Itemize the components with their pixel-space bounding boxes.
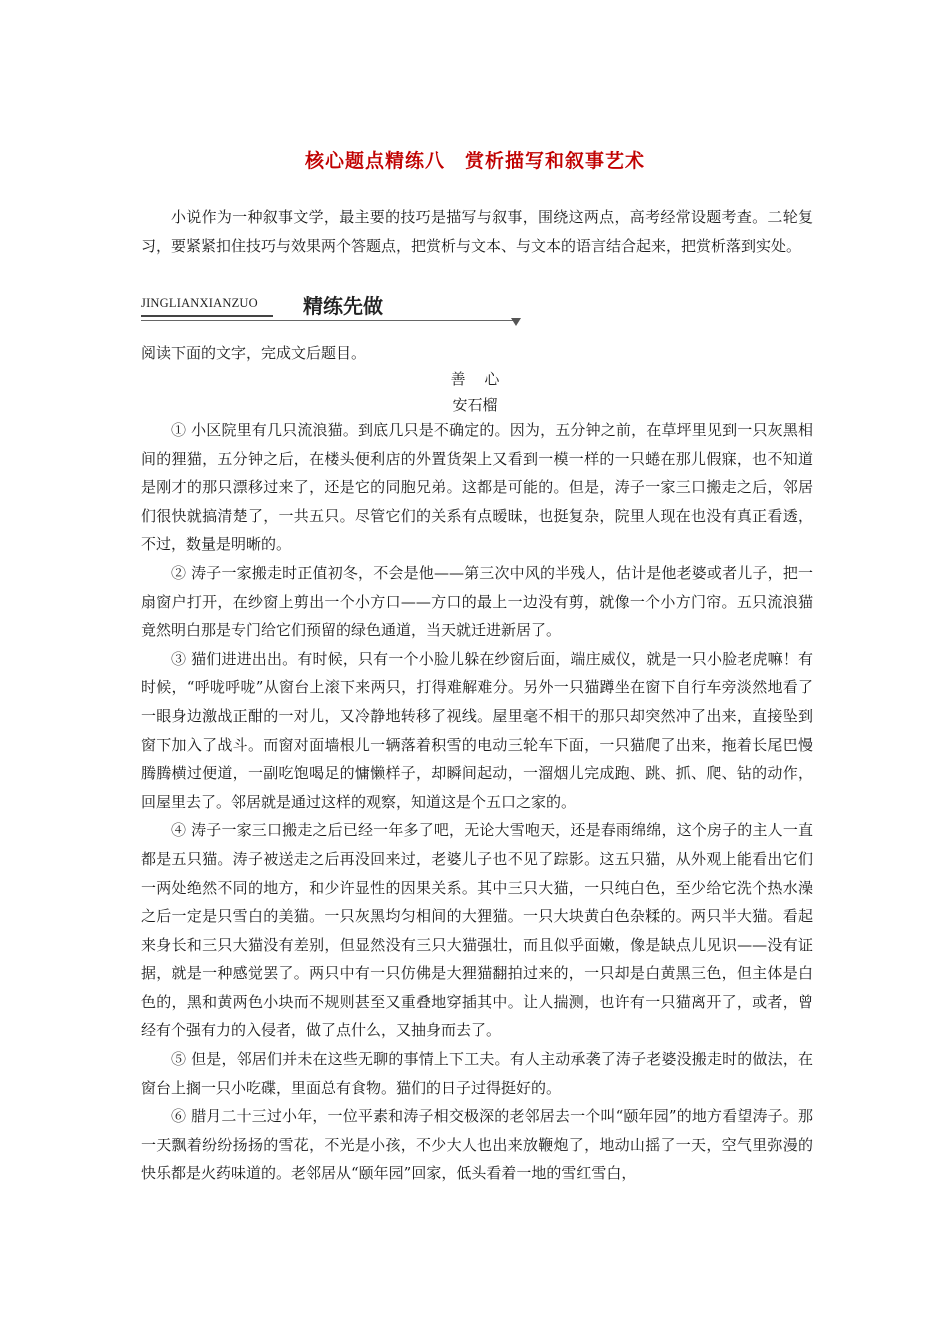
section-header-rule [141,320,517,321]
section-header-title: 精练先做 [303,294,383,318]
section-header-underline [141,315,273,317]
triangle-down-icon [511,318,521,326]
story-author: 安石榴 [452,396,498,414]
story-paragraph-5: ⑤ 但是，邻居们并未在这些无聊的事情上下工夫。有人主动承袭了涛子老婆没搬走时的做法，在窗台上搁一只小吃碟，里面总有食物。猫们的日子过得挺好的。 [141,1050,813,1097]
story-body [141,416,813,1188]
story-paragraph-1: ① 小区院里有几只流浪猫。到底几只是不确定的。因为，五分钟之前，在草坪里见到一只灰黑相间的狸猫，五分钟之后，在楼头便利店的外置货架上又看到一模一样的一只蜷在那儿假寐，也不知道是刚才的那只漂移过来了，还是它的同胞兄弟。这都是可能的。但是，涛子一家三口搬走之后，邻居们很快就搞清楚了，一共五只。尽管它们的关系有点暧昧，也挺复杂，院里人现在也没有真正看透，不过，数量是明晰的。 [141,421,813,554]
story-paragraph-4: ④ 涛子一家三口搬走之后已经一年多了吧，无论大雪咆天，还是春雨绵绵，这个房子的主人一直都是五只猫。涛子被送走之后再没回来过，老婆儿子也不见了踪影。这五只猫，从外观上能看出它们一两处绝然不同的地方，和少许显性的因果关系。其中三只大猫，一只纯白色，至少给它洗个热水澡之后一定是只雪白的美猫。一只灰黑均匀相间的大狸猫。一只大块黄白色杂糅的。两只半大猫。看起来身长和三只大猫没有差别，但显然没有三只大猫强壮，而且似乎面嫩，像是缺点儿见识——没有证据，就是一种感觉罢了。两只中有一只仿佛是大狸猫翻拍过来的，一只却是白黄黑三色，但主体是白色的，黑和黄两色小块而不规则甚至又重叠地穿插其中。让人揣测，也许有一只猫离开了，或者，曾经有个强有力的入侵者，做了点什么，又抽身而去了。 [141,821,813,1040]
story-paragraph-2: ② 涛子一家搬走时正值初冬，不会是他——第三次中风的半残人，估计是他老婆或者儿子，把一扇窗户打开，在纱窗上剪出一个小方口——方口的最上一边没有剪，就像一个小方门帘。五只流浪猫竟然明白那是专门给它们预留的绿色通道，当天就迁进新居了。 [141,563,813,640]
section-header-pinyin: JINGLIANXIANZUO [141,296,258,310]
story-paragraph-3: ③ 猫们进进出出。有时候，只有一个小脸儿躲在纱窗后面，端庄威仪，就是一只小脸老虎嘛！有时候，“呼咙呼咙”从窗台上滚下来两只，打得难解难分。另外一只猫蹲坐在窗下自行车旁淡然地看了一眼身边激战正酣的一对儿，又冷静地转移了视线。屋里毫不相干的那只却突然冲了出来，直接坠到窗下加入了战斗。而窗对面墙根儿一辆落着积雪的电动三轮车下面，一只猫爬了出来，拖着长尾巴慢腾腾横过便道，一副吃饱喝足的慵懒样子，却瞬间起动，一溜烟儿完成跑、跳、抓、爬、钻的动作，回屋里去了。邻居就是通过这样的观察，知道这是个五口之家的。 [141,649,813,811]
reading-instruction: 阅读下面的文字，完成文后题目。 [141,344,367,362]
story-title: 善 心 [450,370,500,388]
page-title: 核心题点精练八 赏析描写和叙事艺术 [304,150,645,172]
intro-section [141,203,813,260]
intro-paragraph: 小说作为一种叙事文学，最主要的技巧是描写与叙事，围绕这两点，高考经常设题考查。二轮复习，要紧紧扣住技巧与效果两个答题点，把赏析与文本、与文本的语言结合起来，把赏析落到实处。 [141,208,813,255]
section-header [141,290,521,328]
story-paragraph-6: ⑥ 腊月二十三过小年，一位平素和涛子相交极深的老邻居去一个叫“颐年园”的地方看望涛子。那一天飘着纷纷扬扬的雪花，不光是小孩，不少大人也出来放鞭炮了，地动山摇了一天，空气里弥漫的快乐都是火药味道的。老邻居从“颐年园”回家，低头看着一地的雪红雪白， [141,1107,813,1183]
